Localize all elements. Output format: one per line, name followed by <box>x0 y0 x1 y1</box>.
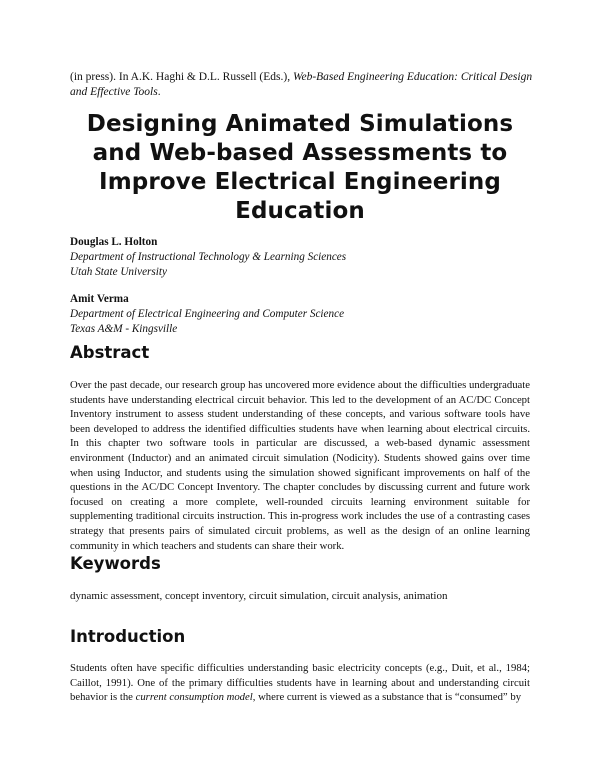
introduction-text-part2: , where current is viewed as a substance that is “consumed” by <box>252 691 522 704</box>
author-name: Douglas L. Holton <box>70 236 158 248</box>
introduction-heading: Introduction <box>70 627 186 646</box>
introduction-text-part1: Students often have specific difficulties understanding basic electricity concepts (e.g., Duit, et al., 1984; Caillot, 1991). One of the primary difficulties students have in learning about and understanding circuit behavior is the <box>70 662 530 704</box>
author-department: Department of Instructional Technology & Learning Sciences <box>70 251 347 263</box>
author-name: Amit Verma <box>70 293 129 305</box>
introduction-text <box>70 661 530 766</box>
book-title: Web-Based Engineering Education: Critical Design and Effective Tools <box>70 71 533 98</box>
author-block <box>70 292 540 337</box>
abstract-text: Over the past decade, our research group has uncovered more evidence about the difficulties undergraduate students have understanding electrical circuit behavior. This led to the development of an AC/DC Concept Inventory instrument to assess student understanding of these concepts, and various software tools have been developed to address the identified difficulties students have when learning about electrical circuits. In this chapter two software tools in particular are discussed, a web-based dynamic assessment environment (Inductor) and an animated circuit simulation (Nodicity). Students showed gains over time when using Inductor, and students using the simulation showed significant improvements on half of the questions in the AC/DC Concept Inventory. The chapter concludes by discussing current and future work focused on creating a more complete, well-rounded circuits learning environment suitable for supplementing traditional circuits instruction. This in-progress work includes the use of a contrasting cases strategy that presents pairs of simulated circuit problems, as well as the design of an online learning community in which teachers and students can share their work. <box>70 379 530 552</box>
abstract-heading: Abstract <box>70 343 150 362</box>
keywords-heading: Keywords <box>70 554 161 573</box>
citation-suffix: . <box>157 86 161 98</box>
citation <box>70 70 540 100</box>
author-institution: Texas A&M - Kingsville <box>70 323 178 335</box>
paper-title: Designing Animated Simulations and Web-based Assessments to Improve Electrical Engineering Education <box>86 111 514 224</box>
author-department: Department of Electrical Engineering and Computer Science <box>70 308 345 320</box>
citation-prefix: (in press). In A.K. Haghi & D.L. Russell (Eds.), <box>70 71 293 83</box>
keywords-text: dynamic assessment, concept inventory, circuit simulation, circuit analysis, animation <box>70 590 448 602</box>
introduction-emphasis: current consumption model <box>135 691 253 704</box>
author-institution: Utah State University <box>70 266 167 278</box>
author-block <box>70 235 540 280</box>
